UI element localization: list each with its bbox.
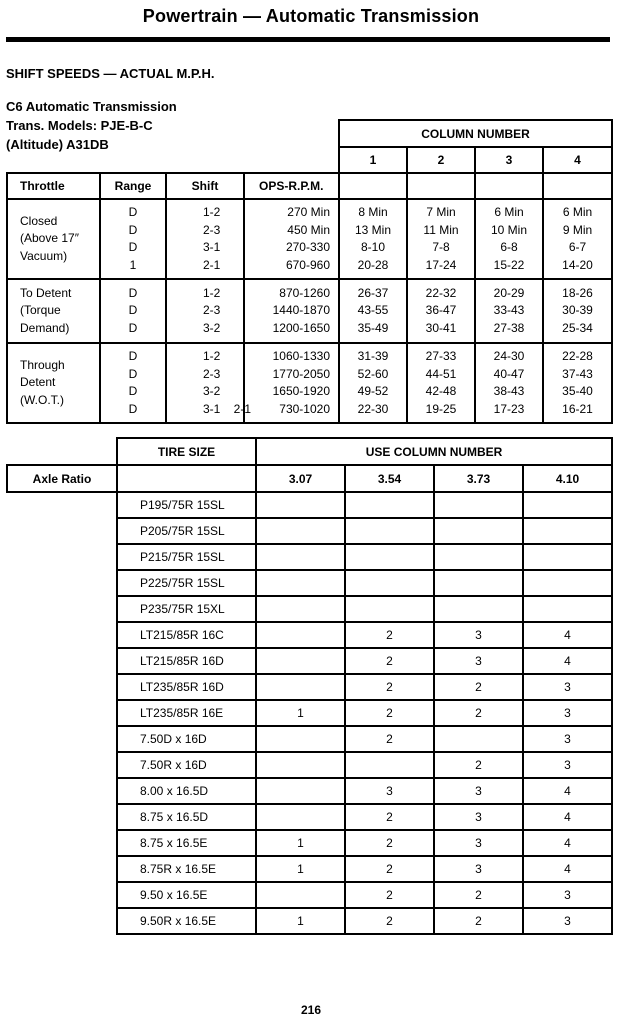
column-number-cell: 4 xyxy=(523,804,612,830)
column-number-cell: 2 xyxy=(345,726,434,752)
column-number-cell xyxy=(256,596,345,622)
column-number-cell xyxy=(523,518,612,544)
column-number-cell: 2 xyxy=(434,908,523,934)
rpm-cell: 1060-1330 1770-2050 1650-1920 730-1020 xyxy=(244,343,339,423)
column-number-cell: 1 xyxy=(256,700,345,726)
column-number-cell xyxy=(434,518,523,544)
shift-cell: 1-2 2-3 3-1 2-1 xyxy=(166,199,244,279)
column-number-3: 3 xyxy=(475,147,543,173)
page-number: 216 xyxy=(300,1003,322,1017)
tire-size-cell: 7.50R x 16D xyxy=(117,752,256,778)
table-row xyxy=(7,856,612,882)
ratio-3-54: 3.54 xyxy=(345,465,434,492)
table-row xyxy=(7,492,612,518)
row-spacer xyxy=(7,544,117,570)
col3-cell: 6 Min 10 Min 6-8 15-22 xyxy=(475,199,543,279)
column-number-cell: 2 xyxy=(434,674,523,700)
column-number-cell xyxy=(256,804,345,830)
column-number-cell: 3 xyxy=(434,622,523,648)
transmission-altitude: (Altitude) A31DB xyxy=(6,137,109,152)
column-number-cell: 2 xyxy=(345,908,434,934)
column-number-cell xyxy=(345,492,434,518)
use-column-header: USE COLUMN NUMBER xyxy=(256,438,612,465)
tire-size-cell: P195/75R 15SL xyxy=(117,492,256,518)
column-number-cell: 1 xyxy=(256,856,345,882)
col4-cell: 22-28 37-43 35-40 16-21 xyxy=(543,343,612,423)
column-number-cell: 2 xyxy=(345,856,434,882)
rpm-cell: 870-1260 1440-1870 1200-1650 xyxy=(244,279,339,343)
row-spacer xyxy=(7,856,117,882)
table-row xyxy=(7,279,612,343)
row-spacer xyxy=(7,518,117,544)
throttle-cell: Closed (Above 17″ Vacuum) xyxy=(7,199,100,279)
column-number-cell xyxy=(523,492,612,518)
row-spacer xyxy=(7,570,117,596)
col1-cell: 8 Min 13 Min 8-10 20-28 xyxy=(339,199,407,279)
table-row xyxy=(7,700,612,726)
column-number-cell: 3 xyxy=(434,856,523,882)
row-spacer xyxy=(7,596,117,622)
row-spacer xyxy=(7,908,117,934)
row-spacer xyxy=(7,622,117,648)
column-number-cell xyxy=(434,570,523,596)
tire-size-header: TIRE SIZE xyxy=(117,438,256,465)
column-number-cell xyxy=(256,648,345,674)
section-heading: SHIFT SPEEDS — ACTUAL M.P.H. xyxy=(6,66,215,81)
column-number-cell xyxy=(256,752,345,778)
transmission-name: C6 Automatic Transmission xyxy=(6,99,177,114)
table-row xyxy=(7,199,612,279)
column-number-cell: 2 xyxy=(345,700,434,726)
column-number-cell: 2 xyxy=(345,804,434,830)
transmission-models: Trans. Models: PJE-B-C xyxy=(6,118,153,133)
tire-size-cell: 8.75 x 16.5D xyxy=(117,804,256,830)
col1-cell: 26-37 43-55 35-49 xyxy=(339,279,407,343)
column-number-1: 1 xyxy=(339,147,407,173)
column-number-cell: 2 xyxy=(345,830,434,856)
tire-size-cell: P215/75R 15SL xyxy=(117,544,256,570)
column-number-cell: 3 xyxy=(523,726,612,752)
column-number-cell xyxy=(256,544,345,570)
tire-size-cell: LT235/85R 16E xyxy=(117,700,256,726)
column-number-cell xyxy=(345,752,434,778)
tire-size-cell: P235/75R 15XL xyxy=(117,596,256,622)
column-number-cell: 4 xyxy=(523,778,612,804)
row-spacer xyxy=(7,882,117,908)
col1-cell: 31-39 52-60 49-52 22-30 xyxy=(339,343,407,423)
row-spacer xyxy=(7,700,117,726)
range-cell: D D D 1 xyxy=(100,199,166,279)
column-number-cell xyxy=(256,492,345,518)
table-row xyxy=(7,570,612,596)
tire-size-cell: 8.75R x 16.5E xyxy=(117,856,256,882)
table-row xyxy=(7,908,612,934)
column-number-cell xyxy=(434,596,523,622)
column-number-cell xyxy=(256,726,345,752)
column-number-cell: 2 xyxy=(434,882,523,908)
page-title: Powertrain — Automatic Transmission xyxy=(142,6,480,26)
column-number-cell: 2 xyxy=(345,622,434,648)
column-number-cell xyxy=(523,544,612,570)
column-number-cell: 3 xyxy=(434,804,523,830)
tire-size-cell: 9.50 x 16.5E xyxy=(117,882,256,908)
tire-size-cell: P225/75R 15SL xyxy=(117,570,256,596)
row-spacer xyxy=(7,726,117,752)
table-row xyxy=(7,544,612,570)
column-number-cell: 3 xyxy=(434,830,523,856)
column-number-cell xyxy=(256,518,345,544)
column-number-cell: 1 xyxy=(256,908,345,934)
row-spacer xyxy=(7,648,117,674)
table-row xyxy=(7,830,612,856)
range-header: Range xyxy=(100,173,166,199)
tire-size-cell: LT215/85R 16D xyxy=(117,648,256,674)
column-number-cell: 4 xyxy=(523,622,612,648)
column-number-cell: 3 xyxy=(523,882,612,908)
column-number-cell: 4 xyxy=(523,830,612,856)
col2-cell: 27-33 44-51 42-48 19-25 xyxy=(407,343,475,423)
axle-ratio-label: Axle Ratio xyxy=(7,465,117,492)
shift-cell: 1-2 2-3 3-2 3-1 2-1 xyxy=(166,343,244,423)
column-number-cell: 2 xyxy=(434,700,523,726)
column-number-cell xyxy=(345,596,434,622)
column-number-cell: 3 xyxy=(345,778,434,804)
table-row xyxy=(7,752,612,778)
table-row xyxy=(7,518,612,544)
column-number-cell: 2 xyxy=(345,882,434,908)
tire-size-cell: LT215/85R 16C xyxy=(117,622,256,648)
shift-speeds-table xyxy=(6,119,613,424)
rpm-cell: 270 Min 450 Min 270-330 670-960 xyxy=(244,199,339,279)
ratio-4-10: 4.10 xyxy=(523,465,612,492)
column-number-cell xyxy=(434,544,523,570)
table-row xyxy=(7,648,612,674)
column-number-cell: 3 xyxy=(434,778,523,804)
row-spacer xyxy=(7,492,117,518)
column-number-cell: 4 xyxy=(523,856,612,882)
row-spacer xyxy=(7,830,117,856)
column-number-cell: 3 xyxy=(523,752,612,778)
table-row xyxy=(7,596,612,622)
table-row xyxy=(7,778,612,804)
row-spacer xyxy=(7,752,117,778)
column-number-cell xyxy=(434,726,523,752)
col4-cell: 18-26 30-39 25-34 xyxy=(543,279,612,343)
column-number-cell xyxy=(523,570,612,596)
column-number-cell xyxy=(256,570,345,596)
column-number-cell xyxy=(256,674,345,700)
row-spacer xyxy=(7,674,117,700)
column-number-cell xyxy=(345,570,434,596)
ratio-3-73: 3.73 xyxy=(434,465,523,492)
column-number-cell: 1 xyxy=(256,830,345,856)
header-rule xyxy=(6,37,610,42)
ratio-3-07: 3.07 xyxy=(256,465,345,492)
column-number-cell xyxy=(345,518,434,544)
column-number-cell: 2 xyxy=(345,648,434,674)
range-cell: D D D D xyxy=(100,343,166,423)
col3-cell: 24-30 40-47 38-43 17-23 xyxy=(475,343,543,423)
col4-cell: 6 Min 9 Min 6-7 14-20 xyxy=(543,199,612,279)
table-row xyxy=(7,882,612,908)
table-row xyxy=(7,726,612,752)
column-number-2: 2 xyxy=(407,147,475,173)
tire-size-cell: LT235/85R 16D xyxy=(117,674,256,700)
col2-cell: 22-32 36-47 30-41 xyxy=(407,279,475,343)
column-number-cell xyxy=(345,544,434,570)
column-number-cell: 2 xyxy=(345,674,434,700)
throttle-cell: To Detent (Torque Demand) xyxy=(7,279,100,343)
column-number-cell: 3 xyxy=(523,908,612,934)
column-number-header: COLUMN NUMBER xyxy=(339,120,612,147)
table-row xyxy=(7,804,612,830)
column-number-cell: 3 xyxy=(523,674,612,700)
tire-size-cell: 8.75 x 16.5E xyxy=(117,830,256,856)
column-number-cell xyxy=(256,622,345,648)
row-spacer xyxy=(7,778,117,804)
range-cell: D D D xyxy=(100,279,166,343)
column-number-4: 4 xyxy=(543,147,612,173)
throttle-header: Throttle xyxy=(7,173,100,199)
row-spacer xyxy=(7,804,117,830)
table-row xyxy=(7,674,612,700)
ops-rpm-header: OPS-R.P.M. xyxy=(244,173,339,199)
column-number-cell: 3 xyxy=(434,648,523,674)
column-number-cell xyxy=(256,778,345,804)
tire-size-cell: 9.50R x 16.5E xyxy=(117,908,256,934)
column-number-cell xyxy=(523,596,612,622)
column-number-cell xyxy=(434,492,523,518)
table-row xyxy=(7,622,612,648)
tire-size-cell: P205/75R 15SL xyxy=(117,518,256,544)
column-number-cell: 4 xyxy=(523,648,612,674)
col2-cell: 7 Min 11 Min 7-8 17-24 xyxy=(407,199,475,279)
shift-cell: 1-2 2-3 3-2 xyxy=(166,279,244,343)
col3-cell: 20-29 33-43 27-38 xyxy=(475,279,543,343)
throttle-cell: Through Detent (W.O.T.) xyxy=(7,343,100,423)
table-row xyxy=(7,343,612,423)
column-number-cell: 3 xyxy=(523,700,612,726)
tire-size-cell: 7.50D x 16D xyxy=(117,726,256,752)
shift-header: Shift xyxy=(166,173,244,199)
column-number-cell: 2 xyxy=(434,752,523,778)
tire-size-cell: 8.00 x 16.5D xyxy=(117,778,256,804)
column-number-cell xyxy=(256,882,345,908)
tire-size-table xyxy=(6,437,613,935)
